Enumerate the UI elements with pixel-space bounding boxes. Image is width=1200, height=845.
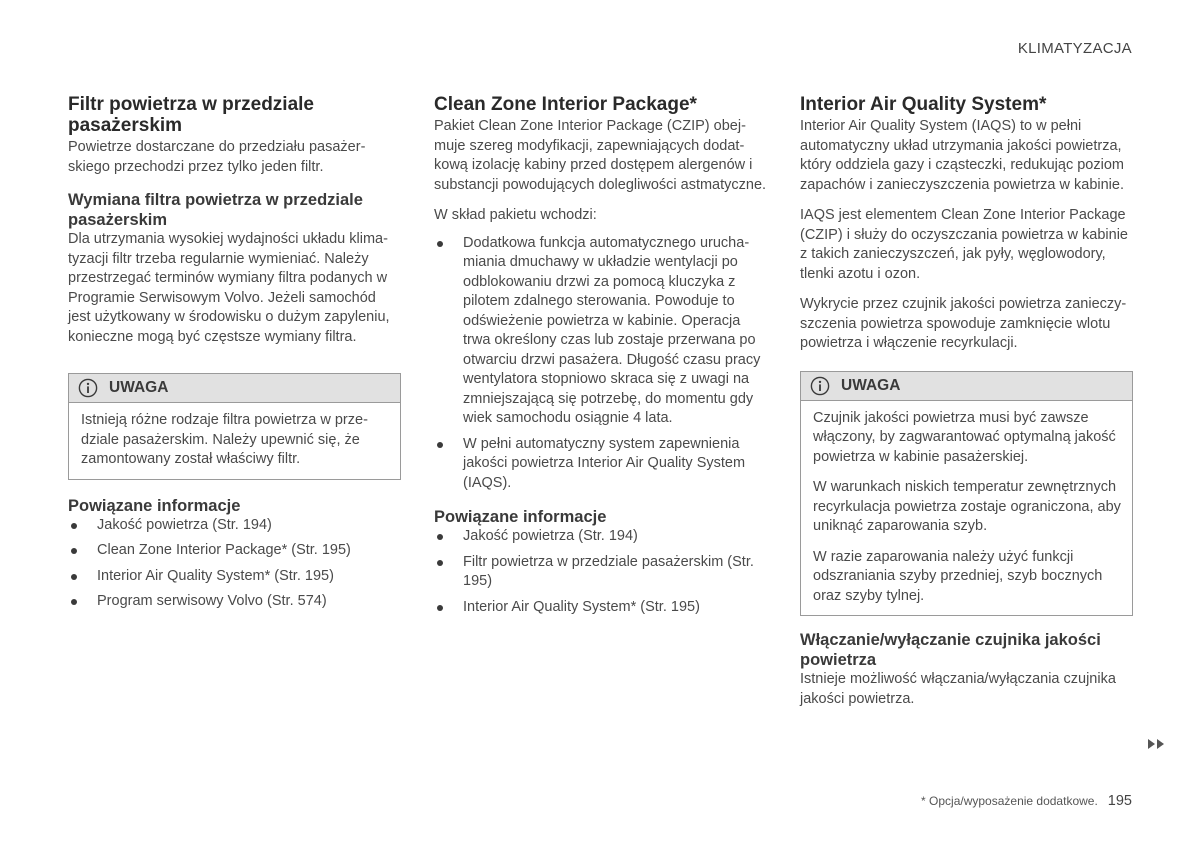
list-item: W pełni automatyczny system zapewnienia jakości powietrza Interior Air Quality System (IAQS).	[434, 435, 770, 494]
czip-features	[434, 234, 770, 494]
filter-intro: Powietrze dostarczane do przedziału pasażerskiego przechodzi przez tylko jeden filtr.	[68, 139, 366, 175]
column-czip	[434, 94, 770, 617]
heading-filter: Filtr powietrza w przedziale pasażerskim	[68, 94, 314, 136]
double-arrow-right-icon	[1147, 737, 1167, 755]
note-text: Czujnik jakości powietrza musi być zawsze włączony, by zagwarantować optymalną jakość powietrza w kabinie pasażerskiej.	[813, 409, 1116, 465]
note-box	[800, 371, 1133, 617]
column-filter	[68, 94, 401, 612]
related-link[interactable]: Program serwisowy Volvo (Str. 574)	[68, 592, 401, 612]
note-title: UWAGA	[841, 376, 901, 394]
note-body	[69, 403, 400, 479]
note-text: W razie zaparowania należy użyć funkcji odszraniania szyby przedniej, szyb bocznych oraz szyby tylnej.	[813, 548, 1103, 604]
iaqs-detection-text: Wykrycie przez czujnik jakości powietrza zanieczyszczenia powietrza spowoduje zamknięcie wlotu powietrza i włączenie recyrkulacji.	[800, 296, 1127, 351]
column-iaqs	[800, 94, 1133, 709]
note-text: W warunkach niskich temperatur zewnętrznych recyrkulacja powietrza zostaje ograniczona, aby uniknąć zaparowania szyb.	[813, 479, 1121, 534]
iaqs-intro: Interior Air Quality System (IAQS) to w pełni automatyczny układ utrzymania jakości powietrza, który oddziela gazy i cząsteczki, redukując poziom zapachów i zanieczyszczenia powietrza w kabinie.	[800, 118, 1124, 193]
related-links	[68, 516, 401, 612]
sensor-toggle-text: Istnieje możliwość włączania/wyłączania czujnika jakości powietrza.	[800, 671, 1116, 707]
filter-replacement-text: Dla utrzymania wysokiej wydajności układu klimatyzacji filtr trzeba regularnie wymieniać. Należy przestrzegać terminów wymiany filtra podanych w Programie Serwisowym Volvo. Jeżeli samochód jest użytkowany w środowisku o dużym zapyleniu, konieczne mogą być częstsze wymiany filtra.	[68, 231, 390, 345]
czip-includes-label: W skład pakietu wchodzi:	[434, 207, 597, 223]
heading-czip: Clean Zone Interior Package*	[434, 94, 697, 115]
related-link[interactable]: Jakość powietrza (Str. 194)	[68, 516, 401, 536]
note-body	[801, 401, 1132, 616]
footer	[921, 793, 1132, 809]
related-link[interactable]: Interior Air Quality System* (Str. 195)	[68, 567, 401, 587]
footnote-text: * Opcja/wyposażenie dodatkowe.	[921, 794, 1098, 808]
section-header: KLIMATYZACJA	[1017, 40, 1132, 57]
list-item: Dodatkowa funkcja automatycznego uruchamiania dmuchawy w układzie wentylacji po odblokowaniu drzwi za pomocą kluczyka z pilotem zdalnego sterowania. Powoduje to odświeżenie powietrza w kabinie. Operacja trwa określony czas lub zostaje przerwana po otwarciu drzwi pasażera. Długość czasu pracy wentylatora stopniowo skraca się z uwagi na zmniejszającą się potrzebę, do momentu gdy wiek samochodu osiągnie 4 lata.	[434, 234, 770, 429]
related-link[interactable]: Interior Air Quality System* (Str. 195)	[434, 598, 770, 618]
czip-intro: Pakiet Clean Zone Interior Package (CZIP) obejmuje szereg modyfikacji, zapewniających dodatkową izolację kabiny przed dostępem alergenów i substancji powodujących dolegliwości astmatyczne.	[434, 118, 767, 193]
note-header	[801, 372, 1132, 401]
related-link[interactable]: Jakość powietrza (Str. 194)	[434, 527, 770, 547]
heading-related-info: Powiązane informacje	[434, 508, 607, 526]
heading-filter-replacement: Wymiana filtra powietrza w przedziale pasażerskim	[68, 191, 363, 229]
note-text: Istnieją różne rodzaje filtra powietrza w przedziale pasażerskim. Należy upewnić się, że zamontowany został właściwy filtr.	[81, 412, 368, 467]
note-title: UWAGA	[109, 379, 169, 396]
heading-sensor-toggle: Włączanie/wyłączanie czujnika jakości powietrza	[800, 631, 1101, 669]
note-box	[68, 373, 401, 480]
heading-iaqs: Interior Air Quality System*	[800, 94, 1047, 115]
related-link[interactable]: Filtr powietrza w przedziale pasażerskim (Str. 195)	[434, 553, 770, 592]
related-link[interactable]: Clean Zone Interior Package* (Str. 195)	[68, 541, 401, 561]
note-header	[69, 374, 400, 403]
info-circle-icon	[78, 378, 98, 398]
info-circle-icon	[810, 376, 830, 396]
page-number: 195	[1107, 793, 1132, 809]
related-links	[434, 527, 770, 617]
iaqs-czip-text: IAQS jest elementem Clean Zone Interior Package (CZIP) i służy do oczyszczania powietrza w kabinie z takich zanieczyszczeń, jak pyły, węglowodory, tlenki azotu i ozon.	[800, 207, 1128, 282]
heading-related-info: Powiązane informacje	[68, 496, 241, 515]
